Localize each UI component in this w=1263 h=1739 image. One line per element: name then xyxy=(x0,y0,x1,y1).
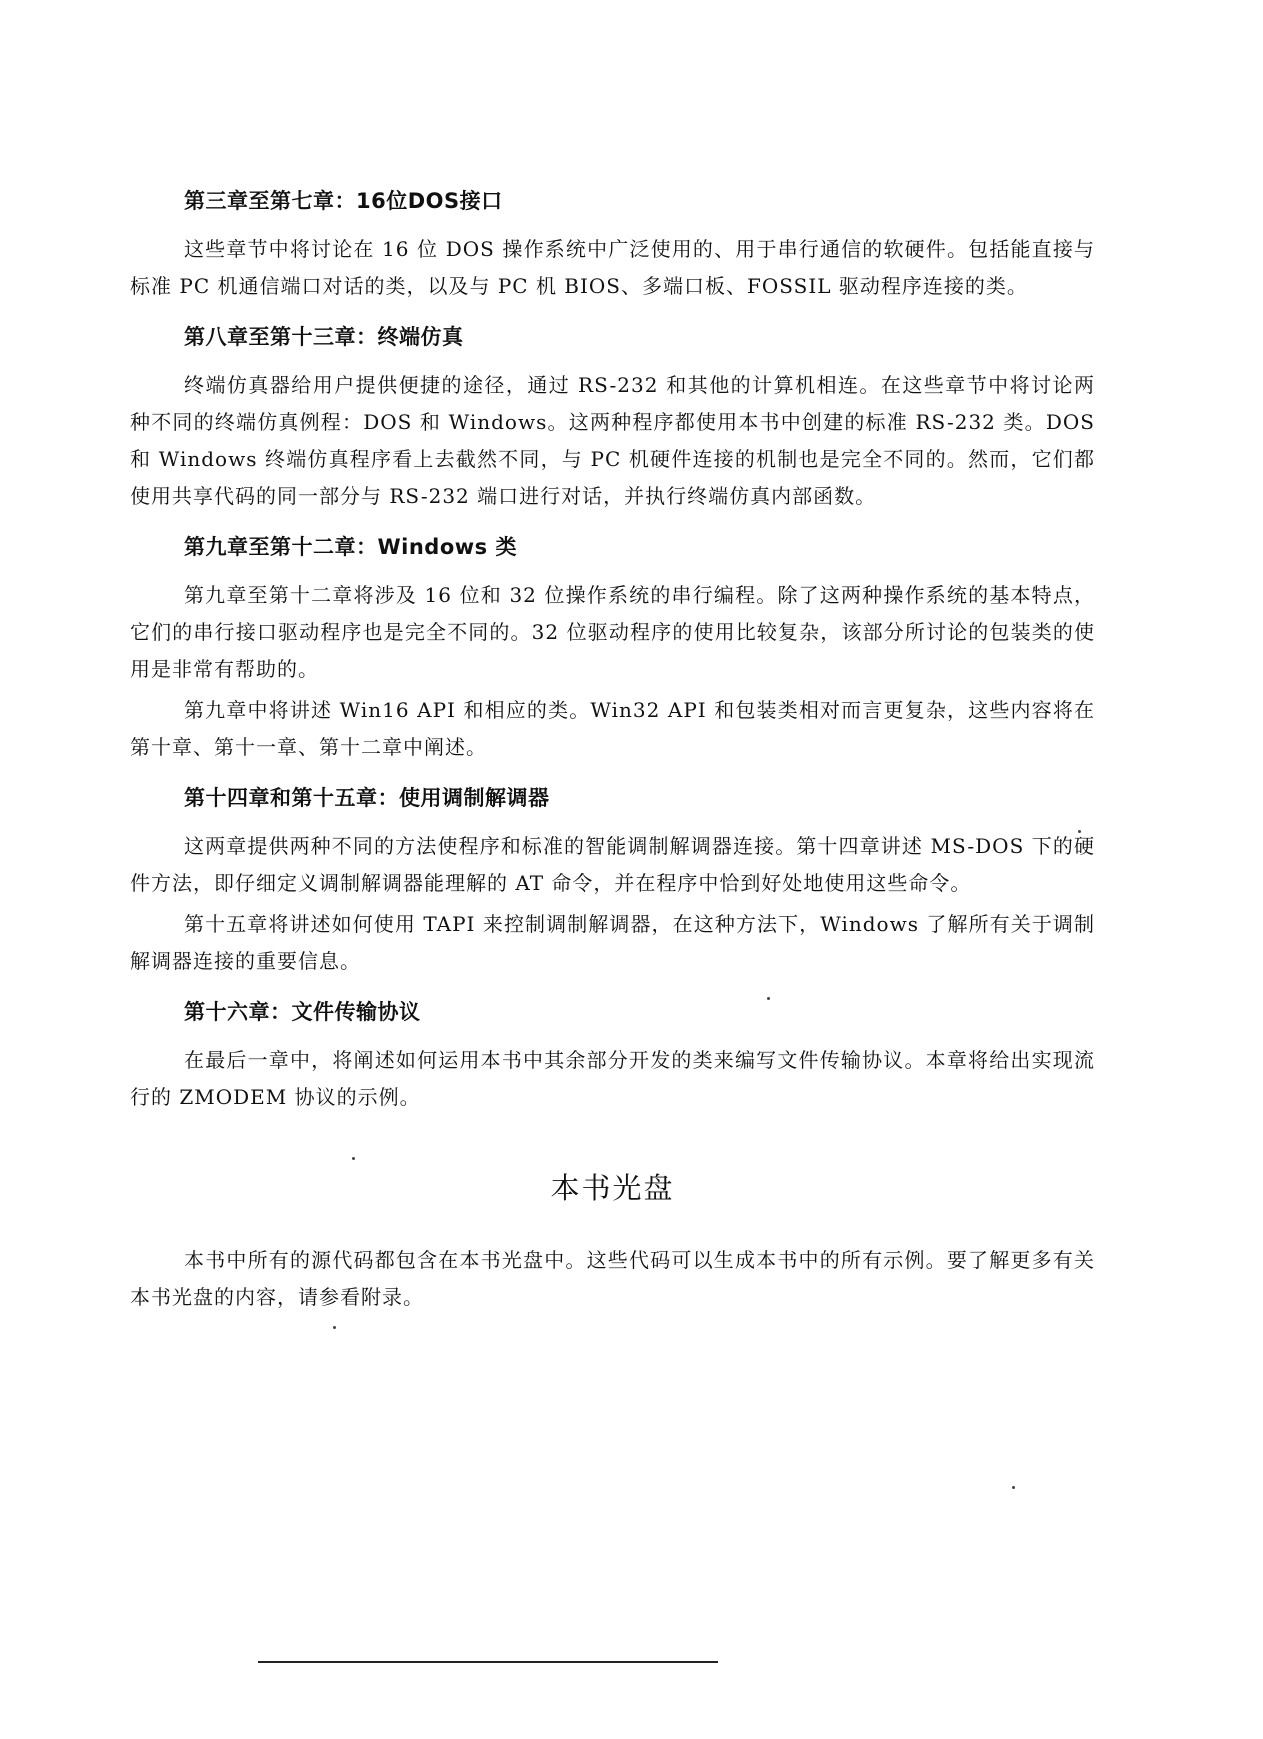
scan-speck xyxy=(1078,830,1081,833)
section-ch3-7 xyxy=(130,185,1095,305)
section-ch9-12 xyxy=(130,531,1095,766)
section-heading: 第八章至第十三章：终端仿真 xyxy=(184,325,464,349)
section-heading: 第九章至第十二章：Windows 类 xyxy=(184,535,517,559)
paragraph: 第九章中将讲述 Win16 API 和相应的类。Win32 API 和包装类相对而言更复杂，这些内容将在第十章、第十一章、第十二章中阐述。 xyxy=(130,698,1095,759)
page-content xyxy=(130,185,1095,1326)
paragraph: 终端仿真器给用户提供便捷的途径，通过 RS-232 和其他的计算机相连。在这些章节中将讨论两种不同的终端仿真例程：DOS 和 Windows。这两种程序都使用本书中创建的标准 RS-232 类。DOS 和 Windows 终端仿真程序看上去截然不同，与 PC 机硬件连接的机制也是完全不同的。然而，它们都使用共享代码的同一部分与 RS-232 端口进行对话，并执行终端仿真内部函数。 xyxy=(130,373,1095,508)
cd-section-paragraph: 本书中所有的源代码都包含在本书光盘中。这些代码可以生成本书中的所有示例。要了解更多有关本书光盘的内容，请参看附录。 xyxy=(130,1248,1095,1309)
section-ch8-13 xyxy=(130,321,1095,515)
paragraph: 第九章至第十二章将涉及 16 位和 32 位操作系统的串行编程。除了这两种操作系统的基本特点，它们的串行接口驱动程序也是完全不同的。32 位驱动程序的使用比较复杂，该部分所讨论的包装类的使用是非常有帮助的。 xyxy=(130,583,1095,681)
paragraph: 这两章提供两种不同的方法使程序和标准的智能调制解调器连接。第十四章讲述 MS-DOS 下的硬件方法，即仔细定义调制解调器能理解的 AT 命令，并在程序中恰到好处地使用这些命令。 xyxy=(130,834,1095,895)
scan-speck xyxy=(1012,1486,1015,1489)
paragraph: 在最后一章中，将阐述如何运用本书中其余部分开发的类来编写文件传输协议。本章将给出实现流行的 ZMODEM 协议的示例。 xyxy=(130,1048,1095,1109)
scan-speck xyxy=(333,1326,336,1329)
scan-speck xyxy=(767,997,770,1000)
section-heading: 第十四章和第十五章：使用调制解调器 xyxy=(184,786,550,810)
section-ch16 xyxy=(130,996,1095,1116)
section-heading: 第十六章：文件传输协议 xyxy=(184,1000,421,1024)
scan-speck xyxy=(352,1157,355,1160)
section-heading: 第三章至第七章：16位DOS接口 xyxy=(184,189,503,213)
footer-rule xyxy=(258,1661,718,1663)
paragraph: 第十五章将讲述如何使用 TAPI 来控制调制解调器，在这种方法下，Windows 了解所有关于调制解调器连接的重要信息。 xyxy=(130,912,1095,973)
section-ch14-15 xyxy=(130,782,1095,980)
cd-section-title: 本书光盘 xyxy=(550,1171,675,1205)
paragraph: 这些章节中将讨论在 16 位 DOS 操作系统中广泛使用的、用于串行通信的软硬件。包括能直接与标准 PC 机通信端口对话的类，以及与 PC 机 BIOS、多端口板、FOSSIL 驱动程序连接的类。 xyxy=(130,237,1095,298)
